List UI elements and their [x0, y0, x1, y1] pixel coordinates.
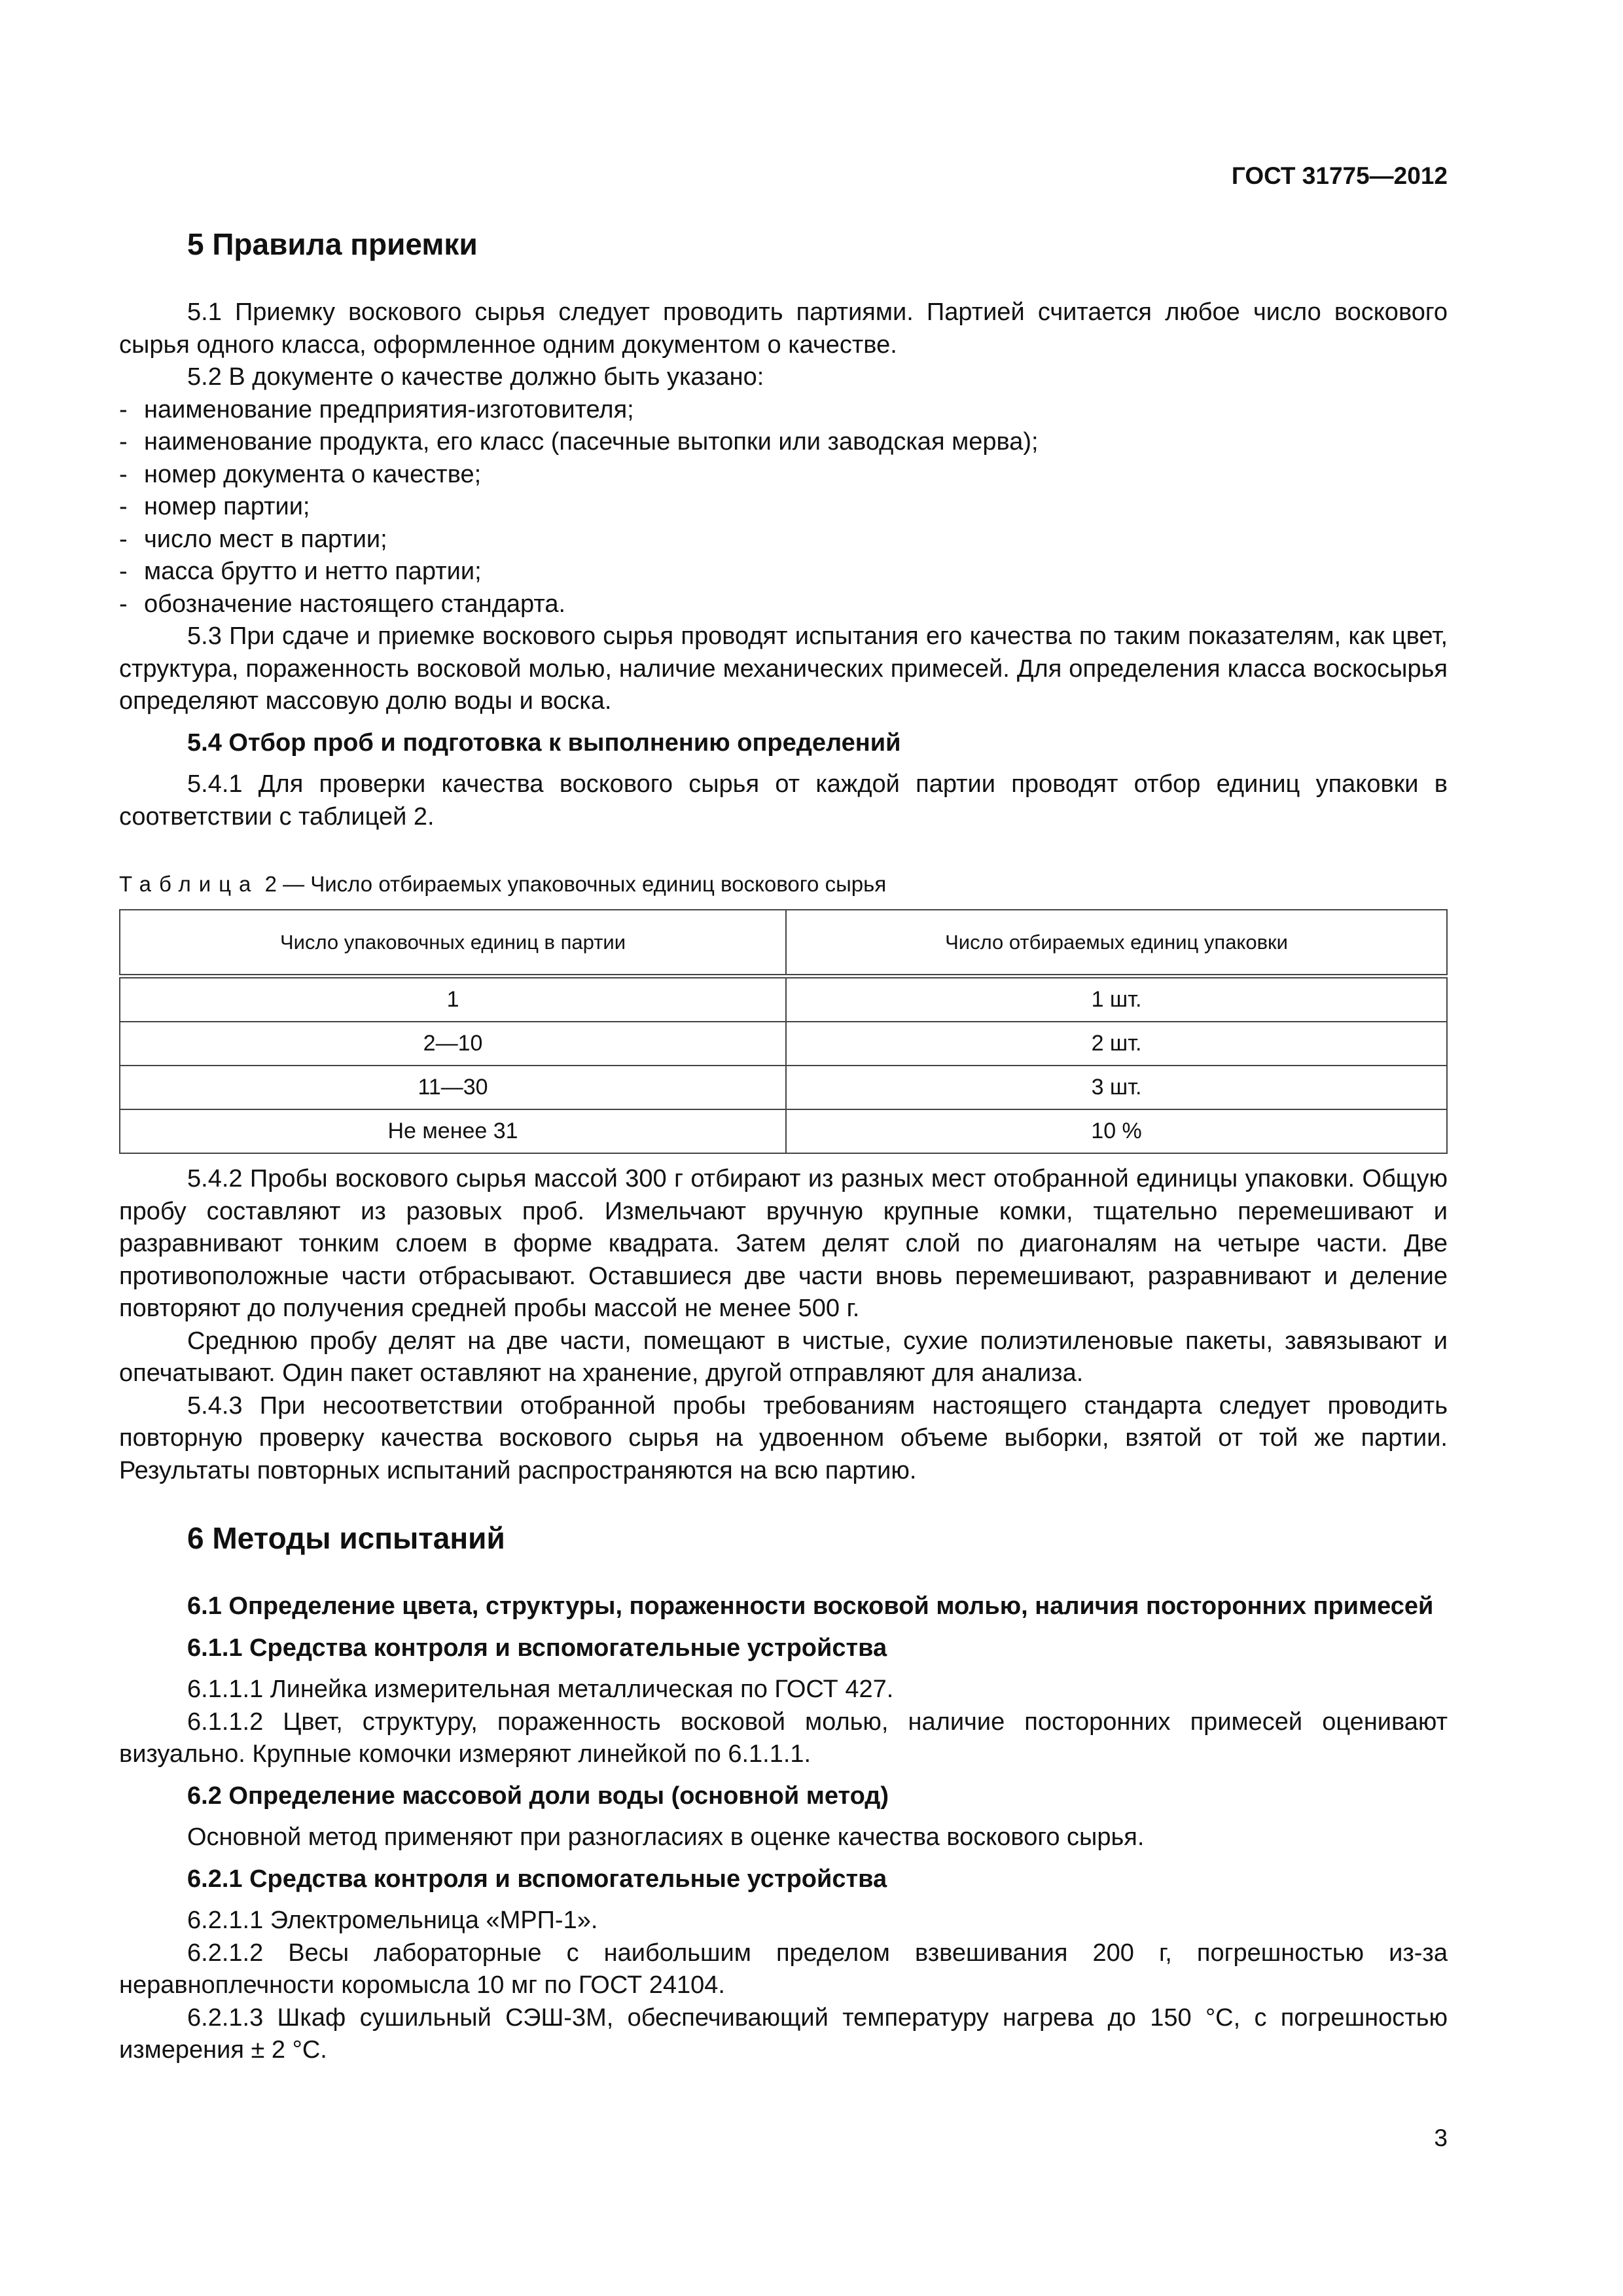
para-6-1-1-1: 6.1.1.1 Линейка измерительная металлическая по ГОСТ 427.	[187, 1676, 894, 1703]
table-header: Число упаковочных единиц в партии	[120, 910, 786, 977]
heading-6-2-1: 6.2.1 Средства контроля и вспомогательные устройства	[187, 1865, 887, 1893]
table-cell: 2 шт.	[786, 1022, 1447, 1066]
table-row	[120, 1109, 1447, 1153]
para-6-2: Основной метод применяют при разногласиях в оценке качества воскового сырья.	[187, 1823, 1145, 1851]
table-cell: 11—30	[120, 1066, 786, 1109]
para-5-4-3: 5.4.3 При несоответствии отобранной пробы требованиям настоящего стандарта следует проводить повторную проверку качества воскового сырья на удвоенном объеме выборки, взятой от той же партии. Результаты повторных испытаний распространяются на всю партию.	[119, 1391, 1448, 1484]
sampling-table	[119, 909, 1448, 1154]
table-cell: 10 %	[786, 1109, 1447, 1153]
heading-5-4: 5.4 Отбор проб и подготовка к выполнению определений	[187, 728, 901, 757]
table-caption-text: 2 — Число отбираемых упаковочных единиц воскового сырья	[264, 872, 887, 896]
para-5-3: 5.3 При сдаче и приемке воскового сырья проводят испытания его качества по таким показателям, как цвет, структура, пораженность восковой молью, наличие механических примесей. Для определения класса воскосырья определяют массовую долю воды и воска.	[119, 622, 1448, 715]
para-6-2-1-1: 6.2.1.1 Электромельница «МРП-1».	[187, 1907, 598, 1934]
page-body	[119, 226, 1448, 2067]
table-cell: 3 шт.	[786, 1066, 1447, 1109]
list-item: - номер документа о качестве;	[119, 460, 482, 488]
para-5-1: 5.1 Приемку воскового сырья следует проводить партиями. Партией считается любое число воскового сырья одного класса, оформленное одним документом о качестве.	[119, 298, 1448, 359]
page-number: 3	[1434, 2125, 1448, 2151]
document-code: ГОСТ 31775—2012	[1231, 162, 1448, 189]
section-5-title: 5 Правила приемки	[187, 227, 478, 261]
para-6-2-1-2: 6.2.1.2 Весы лабораторные с наибольшим пределом взвешивания 200 г, погрешностью из-за неравноплечности коромысла 10 мг по ГОСТ 24104.	[119, 1939, 1448, 1999]
list-item: - наименование продукта, его класс (пасечные вытопки или заводская мерва);	[119, 428, 1039, 456]
table-header: Число отбираемых единиц упаковки	[786, 910, 1447, 977]
para-5-4-2: 5.4.2 Пробы воскового сырья массой 300 г отбирают из разных мест отобранной единицы упаковки. Общую пробу составляют из разовых проб. Измельчают вручную крупные комки, тщательно перемешивают и разравнивают тонким слоем в форме квадрата. Затем делят слой по диагоналям на четыре части. Две противоположные части отбрасывают. Оставшиеся две части вновь перемешивают, разравнивают и деление повторяют до получения средней пробы массой не менее 500 г.	[119, 1165, 1448, 1322]
list-item: - масса брутто и нетто партии;	[119, 558, 482, 585]
table-cell: 1	[120, 977, 786, 1022]
table-row	[120, 977, 1447, 1022]
table-cell: 2—10	[120, 1022, 786, 1066]
table-caption-label: Таблица	[119, 872, 259, 896]
heading-6-2: 6.2 Определение массовой доли воды (основной метод)	[187, 1782, 889, 1810]
list-item: - число мест в партии;	[119, 525, 387, 553]
table-cell: 1 шт.	[786, 977, 1447, 1022]
para-5-4-1: 5.4.1 Для проверки качества воскового сырья от каждой партии проводят отбор единиц упаковки в соответствии с таблицей 2.	[119, 770, 1448, 831]
para-5-4-2-cont: Среднюю пробу делят на две части, помещают в чистые, сухие полиэтиленовые пакеты, завязывают и опечатывают. Один пакет оставляют на хранение, другой отправляют для анализа.	[119, 1327, 1448, 1387]
table-cell: Не менее 31	[120, 1109, 786, 1153]
heading-6-1-1: 6.1.1 Средства контроля и вспомогательные устройства	[187, 1634, 887, 1662]
para-5-2: 5.2 В документе о качестве должно быть указано:	[187, 363, 764, 391]
para-6-1-1-2: 6.1.1.2 Цвет, структуру, пораженность восковой молью, наличие посторонних примесей оценивают визуально. Крупные комочки измеряют линейкой по 6.1.1.1.	[119, 1708, 1448, 1768]
list-item: - обозначение настоящего стандарта.	[119, 590, 566, 618]
section-6-title: 6 Методы испытаний	[187, 1521, 505, 1555]
requirements-list	[119, 394, 1448, 621]
heading-6-1: 6.1 Определение цвета, структуры, пораженности восковой молью, наличия посторонних примесей	[187, 1592, 1434, 1620]
table-caption	[119, 871, 1448, 897]
para-6-2-1-3: 6.2.1.3 Шкаф сушильный СЭШ-3М, обеспечивающий температуру нагрева до 150 °С, с погрешностью измерения ± 2 °С.	[119, 2003, 1448, 2064]
list-item: - наименование предприятия-изготовителя;	[119, 395, 634, 423]
table-row	[120, 1066, 1447, 1109]
list-item: - номер партии;	[119, 493, 310, 520]
table-row	[120, 1022, 1447, 1066]
